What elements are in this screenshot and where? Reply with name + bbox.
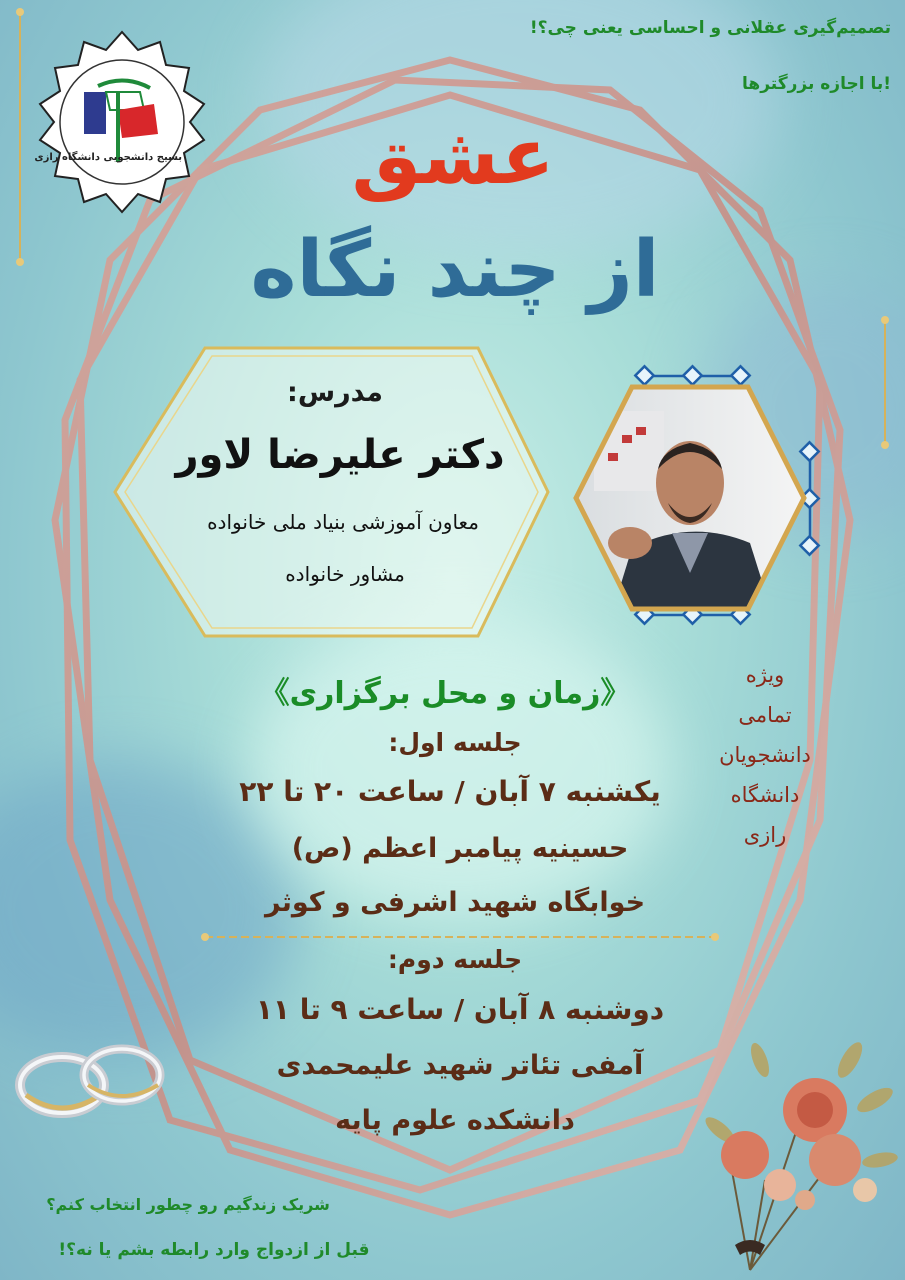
question-relationship-before-marriage: قبل از ازدواج وارد رابطه بشم یا نه؟!: [58, 1240, 370, 1260]
session1-label: جلسه اول:: [388, 728, 522, 757]
speaker-name: دکتر علیرضا لاور: [175, 432, 505, 478]
audience-line: رازی: [743, 823, 787, 847]
session1-place-hall: حسینیه پیامبر اعظم (ص): [291, 833, 629, 864]
session2-time: دوشنبه ۸ آبان / ساعت ۹ تا ۱۱: [255, 993, 665, 1026]
schedule-heading: 《زمان و محل برگزاری》: [259, 676, 631, 711]
session2-label: جلسه دوم:: [387, 945, 523, 974]
audience-line: دانشگاه: [730, 783, 800, 807]
audience-line: ویژه: [745, 663, 785, 687]
tagline-decision: تصمیم‌گیری عقلانی و احساسی یعنی چی؟!: [529, 18, 891, 38]
tagline-permission: !با اجازه بزرگترها: [742, 74, 891, 94]
speaker-role-foundation: معاون آموزشی بنیاد ملی خانواده: [207, 510, 479, 534]
session1-time: یکشنبه ۷ آبان / ساعت ۲۰ تا ۲۲: [239, 775, 661, 808]
session2-place-faculty: دانشکده علوم پایه: [335, 1105, 575, 1136]
session1-place-dorm: خوابگاه شهید اشرفی و کوثر: [264, 887, 646, 918]
speaker-photo: [572, 383, 808, 613]
audience-note: [690, 655, 840, 855]
rings-icon: [12, 1035, 167, 1120]
audience-line: تمامی: [738, 703, 792, 727]
title-love: عشق: [351, 112, 555, 202]
question-choose-partner: شریک زندگیم رو چطور انتخاب کنم؟: [46, 1195, 330, 1214]
speaker-label: مدرس:: [287, 377, 383, 408]
session2-place-theater: آمفی تئاتر شهید علیمحمدی: [276, 1050, 644, 1081]
audience-line: دانشجویان: [719, 743, 811, 767]
logo-caption: بسیج دانشجویی دانشگاه رازی: [34, 152, 182, 163]
title-from-several-views: از چند نگاه: [250, 225, 660, 315]
logo-emblem: [32, 30, 212, 215]
speaker-role-counselor: مشاور خانواده: [285, 562, 405, 586]
flower-bouquet-icon: [690, 1030, 900, 1275]
